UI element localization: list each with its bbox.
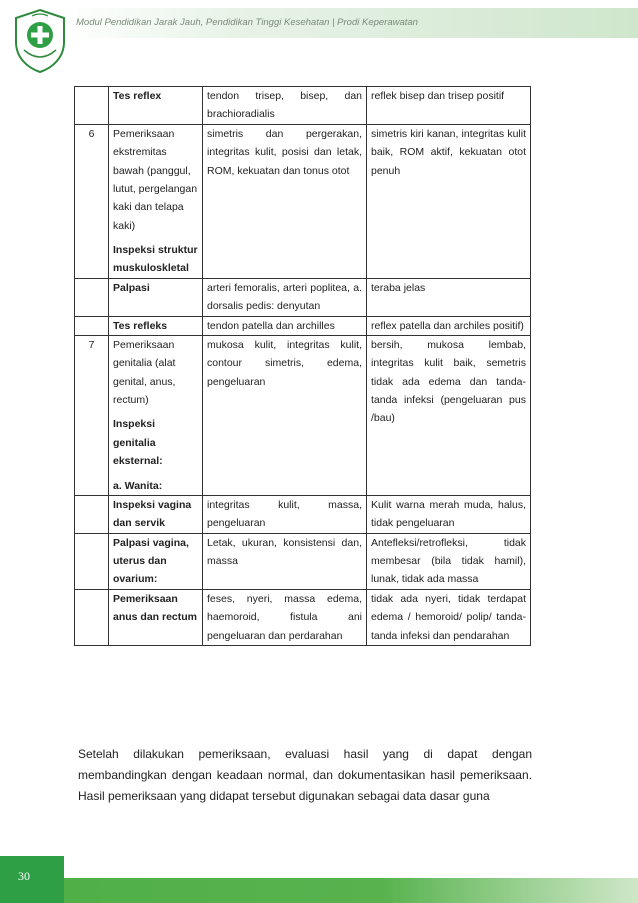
table-row bbox=[75, 335, 531, 495]
exam-object: simetris dan pergerakan, integritas kulit, posisi dan letak, ROM, kekuatan dan tonus otot bbox=[203, 124, 367, 278]
exam-item-cell bbox=[109, 124, 203, 278]
row-number bbox=[75, 495, 109, 533]
exam-item: Palpasi vagina, uterus dan ovarium: bbox=[109, 533, 203, 589]
row-number bbox=[75, 589, 109, 645]
kemenkes-logo-icon bbox=[12, 8, 68, 74]
normal-finding: reflex patella dan archiles positif) bbox=[367, 316, 531, 335]
normal-finding: teraba jelas bbox=[367, 278, 531, 316]
normal-finding: Antefleksi/retrofleksi, tidak membesar (bila tidak hamil), lunak, tidak ada massa bbox=[367, 533, 531, 589]
exam-subitem: a. Wanita: bbox=[113, 479, 163, 492]
normal-finding: Kulit warna merah muda, halus, tidak pengeluaran bbox=[367, 495, 531, 533]
exam-subitem: Inspeksi genitalia eksternal: bbox=[113, 418, 163, 468]
normal-finding: tidak ada nyeri, tidak terdapat edema / hemoroid/ polip/ tanda-tanda infeksi dan pendarahan bbox=[367, 589, 531, 645]
exam-item-cell bbox=[109, 335, 203, 495]
normal-finding: bersih, mukosa lembab, integritas kulit baik, semetris tidak ada edema dan tanda-tanda infeksi (pengeluaran pus /bau) bbox=[367, 335, 531, 495]
exam-object: integritas kulit, massa, pengeluaran bbox=[203, 495, 367, 533]
table-row bbox=[75, 495, 531, 533]
exam-object: feses, nyeri, massa edema, haemoroid, fistula ani pengeluaran dan perdarahan bbox=[203, 589, 367, 645]
exam-object: Letak, ukuran, konsistensi dan, massa bbox=[203, 533, 367, 589]
exam-item: Tes reflex bbox=[109, 87, 203, 125]
table-row bbox=[75, 278, 531, 316]
examination-table bbox=[74, 86, 531, 646]
exam-item: Pemeriksaan anus dan rectum bbox=[109, 589, 203, 645]
exam-object: arteri femoralis, arteri poplitea, a. dorsalis pedis: denyutan bbox=[203, 278, 367, 316]
row-number bbox=[75, 316, 109, 335]
exam-subitem: Inspeksi struktur muskuloskletal bbox=[113, 244, 198, 275]
exam-object: tendon patella dan archilles bbox=[203, 316, 367, 335]
table-row bbox=[75, 533, 531, 589]
exam-item: Pemeriksaan genitalia (alat genital, anus, rectum) bbox=[113, 338, 176, 406]
header-title: Modul Pendidikan Jarak Jauh, Pendidikan Tinggi Kesehatan | Prodi Keperawatan bbox=[76, 17, 418, 28]
exam-item: Palpasi bbox=[109, 278, 203, 316]
table-row bbox=[75, 124, 531, 278]
row-number bbox=[75, 87, 109, 125]
footer-band bbox=[0, 878, 638, 903]
exam-item: Pemeriksaan ekstremitas bawah (panggul, lutut, pergelangan kaki dan telapa kaki) bbox=[113, 127, 198, 232]
normal-finding: reflek bisep dan trisep positif bbox=[367, 87, 531, 125]
table-row bbox=[75, 316, 531, 335]
row-number bbox=[75, 533, 109, 589]
row-number: 7 bbox=[75, 335, 109, 495]
exam-item: Inspeksi vagina dan servik bbox=[109, 495, 203, 533]
normal-finding: simetris kiri kanan, integritas kulit baik, ROM aktif, kekuatan otot penuh bbox=[367, 124, 531, 278]
row-number: 6 bbox=[75, 124, 109, 278]
exam-object: mukosa kulit, integritas kulit, contour simetris, edema, pengeluaran bbox=[203, 335, 367, 495]
row-number bbox=[75, 278, 109, 316]
page-number-box bbox=[0, 856, 64, 903]
table-row bbox=[75, 87, 531, 125]
body-paragraph: Setelah dilakukan pemeriksaan, evaluasi hasil yang di dapat dengan membandingkan dengan keadaan normal, dan dokumentasikan hasil pemeriksaan. Hasil pemeriksaan yang didapat tersebut digunakan sebagai data dasar guna bbox=[78, 747, 532, 803]
table-row bbox=[75, 589, 531, 645]
exam-object: tendon trisep, bisep, dan brachioradialis bbox=[203, 87, 367, 125]
page-number: 30 bbox=[18, 869, 30, 883]
exam-item: Tes refleks bbox=[109, 316, 203, 335]
